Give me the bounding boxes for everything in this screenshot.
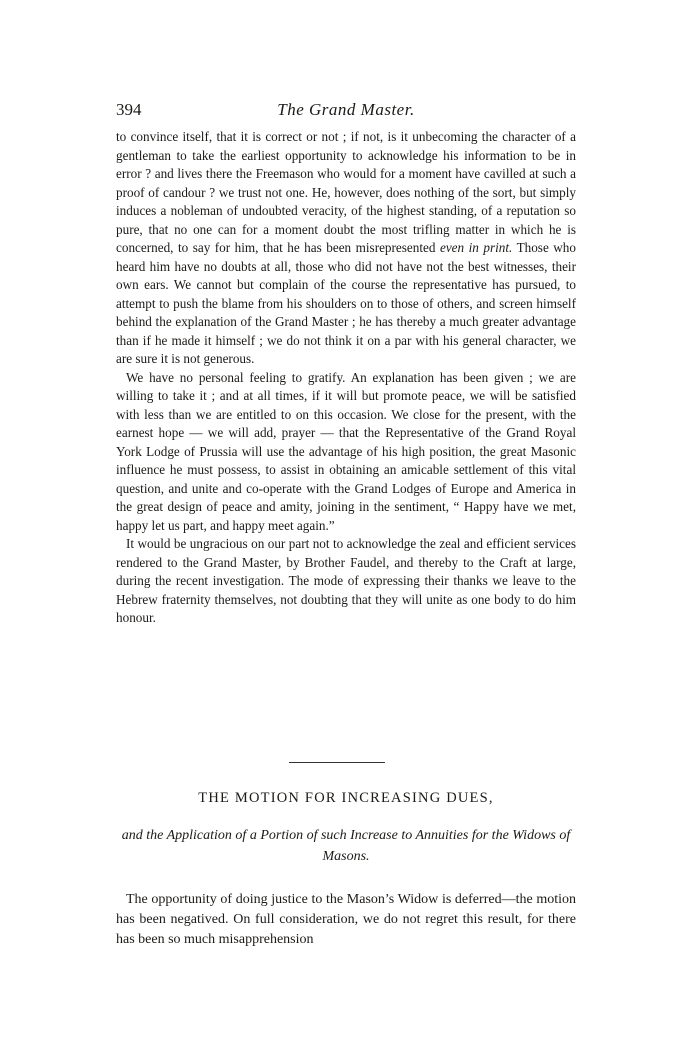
page-header <box>116 100 576 120</box>
section-title: THE MOTION FOR INCREASING DUES, <box>198 790 494 806</box>
section-body <box>116 890 576 950</box>
section-paragraph: The opportunity of doing justice to the Mason’s Widow is deferred—the motion has been negatived. On full consideration, we do not regret this result, for there has been so much misapprehension <box>116 892 576 947</box>
page-number: 394 <box>116 100 142 119</box>
paragraph-2: We have no personal feeling to gratify. An explanation has been given ; we are willing to take it ; and at all times, if it will but promote peace, we will be satisfied with less than we are entitled to on this occasion. We close for the present, with the earnest hope — we will add, prayer — that the Representative of the Grand Royal York Lodge of Prussia will use the advantage of his high position, the great Masonic influence he must possess, to assist in obtaining an amicable settlement of this vital question, and unite and co-operate with the Grand Lodges of Europe and America in the great design of peace and amity, joining in the sentiment, “ Happy have we met, happy let us part, and happy meet again.” <box>116 369 576 533</box>
running-title: The Grand Master. <box>277 100 415 119</box>
paragraph-3: It would be ungracious on our part not to acknowledge the zeal and efficient services rendered to the Grand Master, by Brother Faudel, and thereby to the Craft at large, during the recent investigation. The mode of expressing their thanks we leave to the Hebrew fraternity themselves, not doubting that they will unite as one body to do him honour. <box>116 536 576 625</box>
paragraph-1-part-2: Those who heard him have no doubts at all, those who did not have not the best witnesses, their own ears. We cannot but complain of the course the representative has pursued, to attempt to push the blame from his shoulders on to those of others, and screen himself behind the explanation of the Grand Master ; he has thereby a much greater advantage than if he made it himself ; we do not think it on a par with his general character, we are sure it is not generous. <box>116 240 576 366</box>
paragraph-1 <box>116 128 576 369</box>
section-subtitle: and the Application of a Portion of such Increase to Annuities for the Widows of Masons. <box>121 828 571 864</box>
section-divider <box>289 762 385 763</box>
paragraph-1-emphasis: even in print. <box>439 240 513 255</box>
paragraph-1-part-1: to convince itself, that it is correct or not ; if not, is it unbecoming the character of a gentleman to take the earliest opportunity to acknowledge his information to be in error ? and lives there the Freemason who would for a moment have cavilled at such a proof of candour ? we trust not one. He, however, does nothing of the sort, but simply induces a nobleman of undoubted veracity, of the highest standing, of a reputation so pure, that no one can for a moment doubt the most trifling matter in which he is concerned, to say for him, that he has been misrepresented <box>116 129 576 255</box>
article-body <box>116 128 576 628</box>
